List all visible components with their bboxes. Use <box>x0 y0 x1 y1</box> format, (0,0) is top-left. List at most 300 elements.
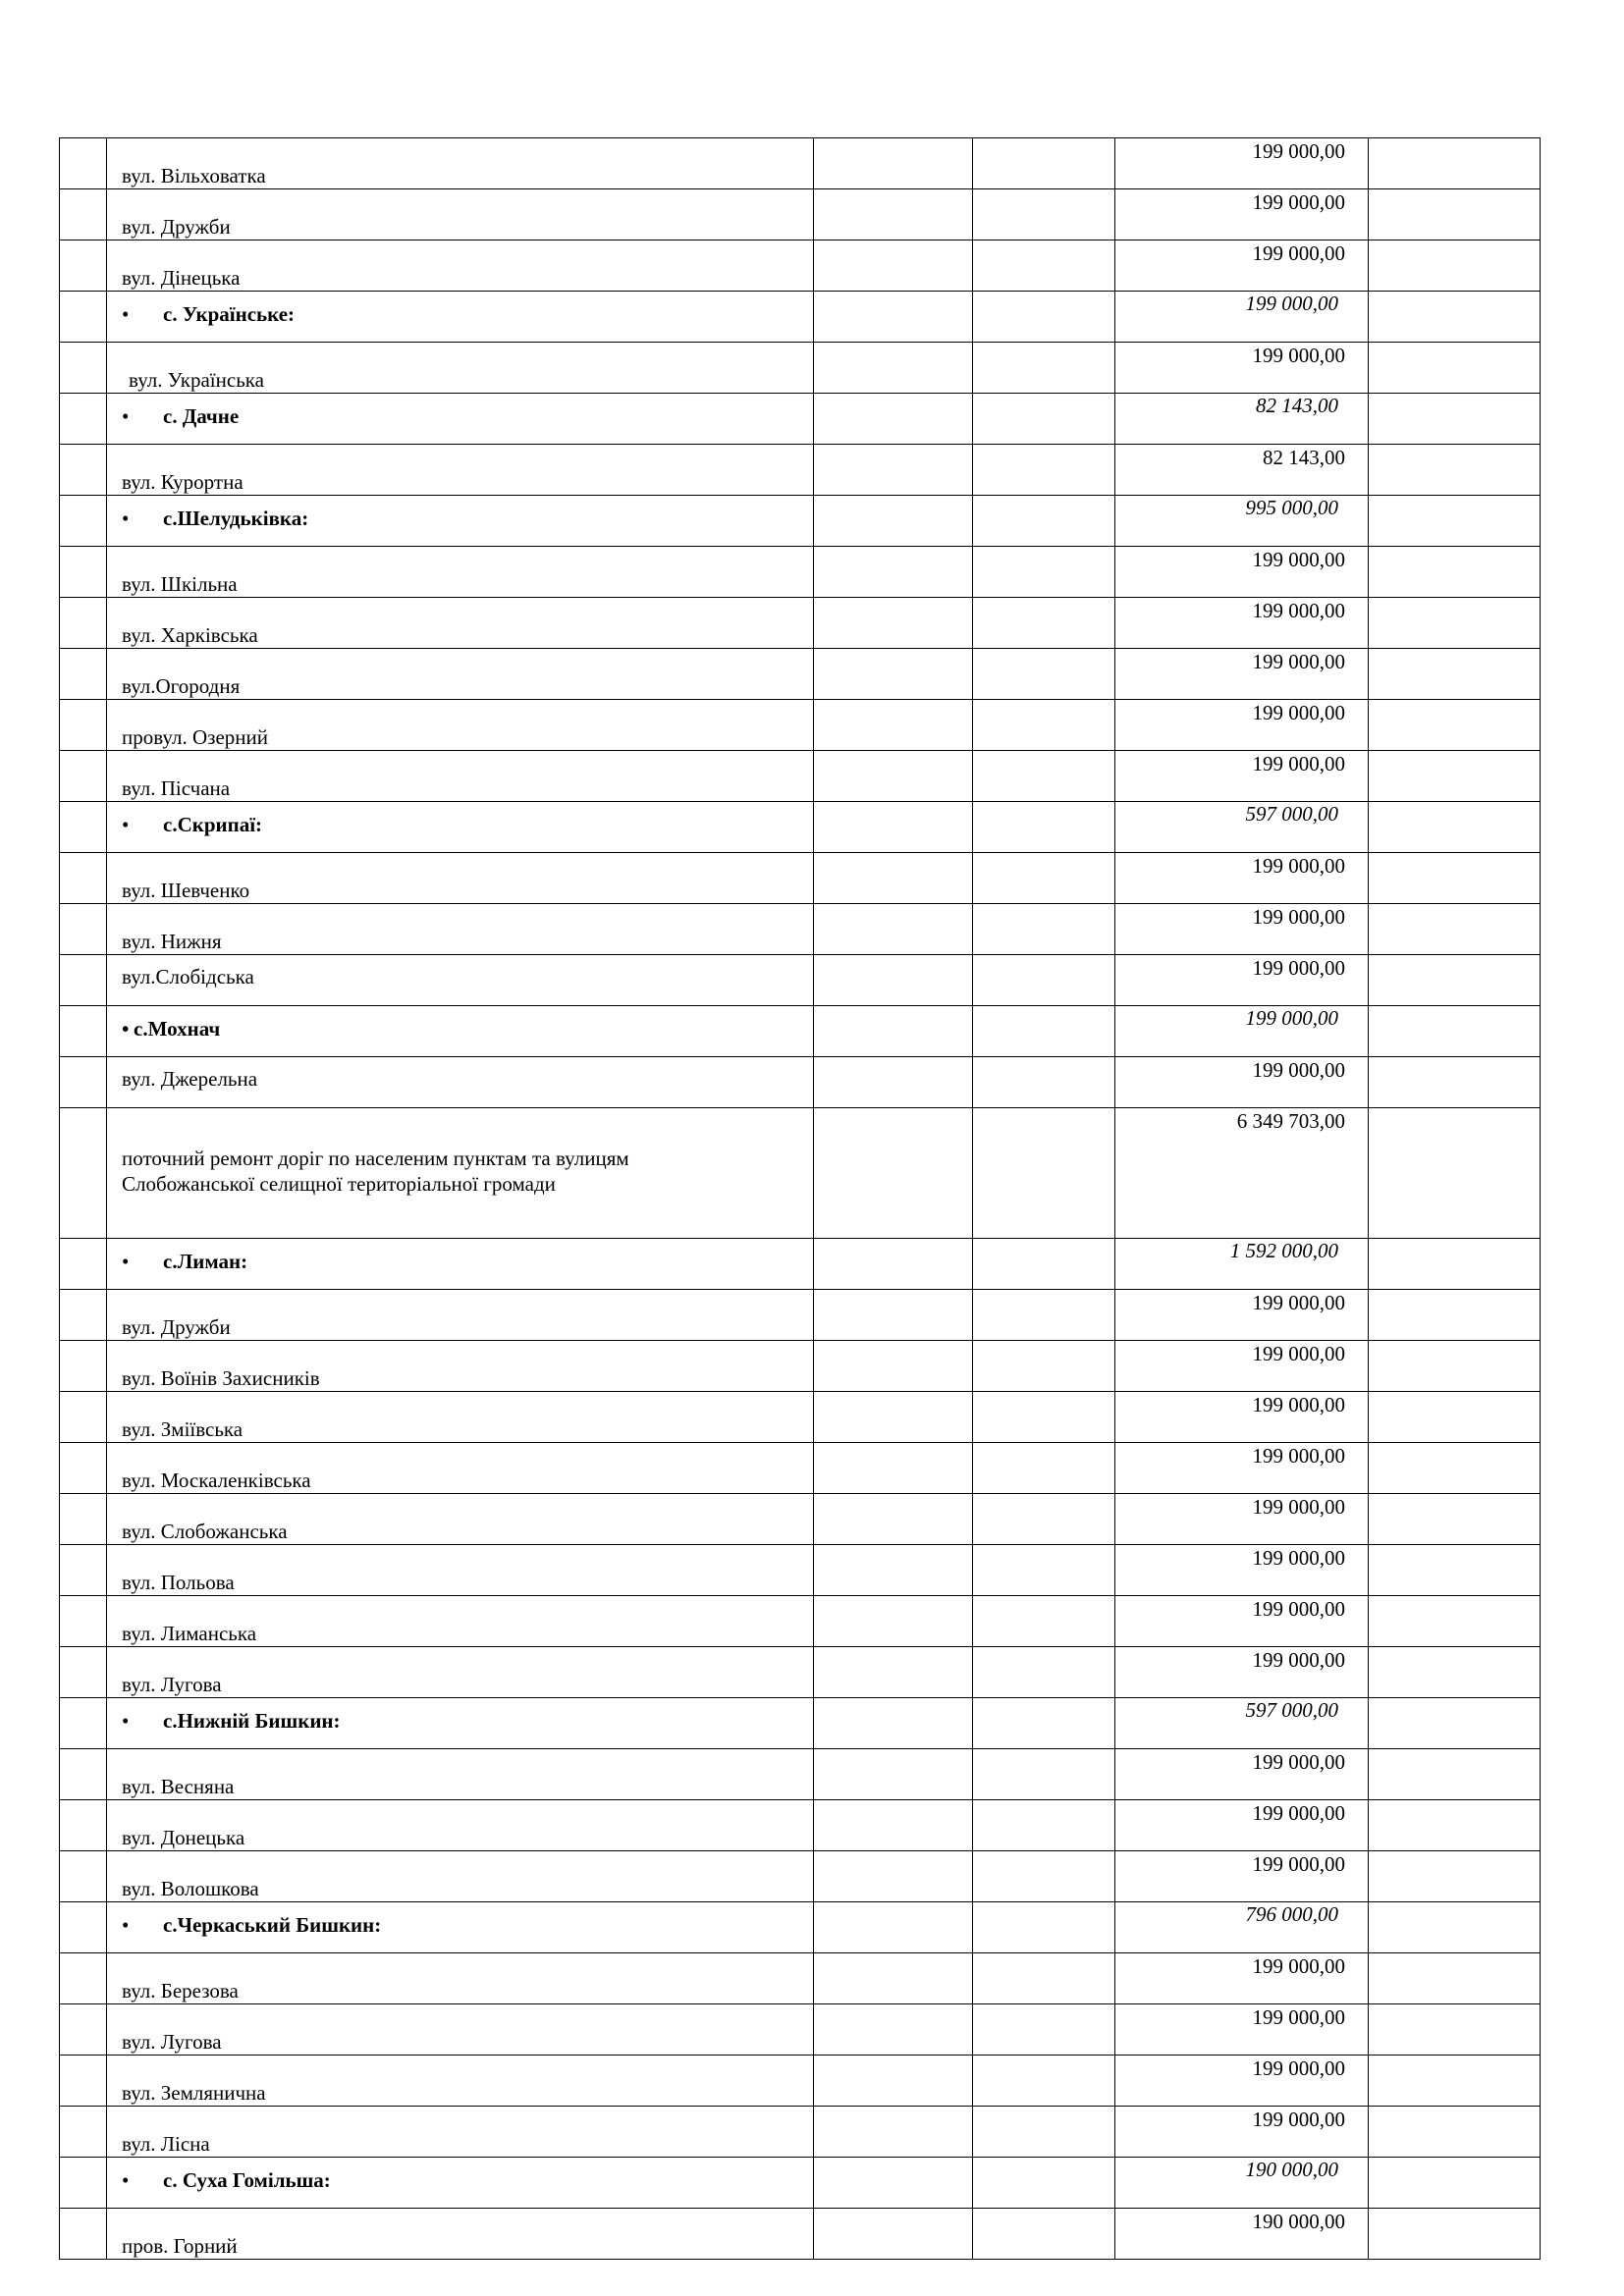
name-cell <box>107 1494 814 1545</box>
empty-cell <box>1369 1494 1541 1545</box>
number-cell <box>60 649 107 700</box>
empty-cell <box>814 189 973 240</box>
amount-value: 199 000,00 <box>1252 650 1345 673</box>
empty-cell <box>973 343 1115 394</box>
empty-cell <box>973 751 1115 802</box>
street-row <box>60 700 1541 751</box>
empty-cell <box>1369 445 1541 496</box>
empty-cell <box>1369 1057 1541 1108</box>
empty-cell <box>1369 2004 1541 2056</box>
number-cell <box>60 1006 107 1057</box>
amount-value: 199 000,00 <box>1252 1444 1345 1468</box>
name-cell <box>107 1341 814 1392</box>
street-name: вул. Польова <box>122 1571 235 1594</box>
amount-cell <box>1115 1057 1369 1108</box>
amount-cell <box>1115 496 1369 547</box>
village-name: с. Дачне <box>163 404 240 428</box>
village-total: 82 143,00 <box>1256 394 1338 417</box>
street-row <box>60 1851 1541 1902</box>
empty-cell <box>814 1545 973 1596</box>
number-cell <box>60 240 107 292</box>
empty-cell <box>1369 240 1541 292</box>
street-row <box>60 2209 1541 2260</box>
number-cell <box>60 2107 107 2158</box>
amount-value: 199 000,00 <box>1252 344 1345 367</box>
empty-cell <box>973 445 1115 496</box>
empty-cell <box>814 2209 973 2260</box>
street-name: вул. Лиманська <box>122 1622 257 1645</box>
empty-cell <box>814 1392 973 1443</box>
number-cell <box>60 1800 107 1851</box>
empty-cell <box>973 1006 1115 1057</box>
street-name: вул. Харківська <box>122 623 258 647</box>
name-cell <box>107 1290 814 1341</box>
empty-cell <box>973 292 1115 343</box>
street-name: вул.Слобідська <box>122 965 254 988</box>
empty-cell <box>1369 955 1541 1006</box>
amount-cell <box>1115 802 1369 853</box>
name-cell <box>107 189 814 240</box>
empty-cell <box>814 700 973 751</box>
number-cell <box>60 751 107 802</box>
empty-cell <box>973 1647 1115 1698</box>
empty-cell <box>814 547 973 598</box>
street-name: вул. Українська <box>129 368 264 392</box>
amount-cell <box>1115 1647 1369 1698</box>
number-cell <box>60 1392 107 1443</box>
empty-cell <box>973 2158 1115 2209</box>
empty-cell <box>1369 700 1541 751</box>
number-cell <box>60 189 107 240</box>
village-total: 190 000,00 <box>1245 2158 1338 2181</box>
street-name: пров. Горний <box>122 2234 238 2258</box>
empty-cell <box>814 1290 973 1341</box>
empty-cell <box>1369 1545 1541 1596</box>
amount-cell <box>1115 1953 1369 2004</box>
empty-cell <box>973 2209 1115 2260</box>
name-cell <box>107 802 814 853</box>
empty-cell <box>814 1902 973 1953</box>
empty-cell <box>1369 394 1541 445</box>
street-name: вул. Нижня <box>122 930 222 953</box>
number-cell <box>60 904 107 955</box>
village-name: с.Нижній Бишкин: <box>163 1709 341 1733</box>
amount-value: 199 000,00 <box>1252 1648 1345 1672</box>
amount-cell <box>1115 1545 1369 1596</box>
amount-cell <box>1115 2158 1369 2209</box>
empty-cell <box>1369 1443 1541 1494</box>
village-heading <box>122 404 239 429</box>
street-name: вул. Лугова <box>122 1673 222 1696</box>
amount-value: 82 143,00 <box>1263 446 1345 469</box>
empty-cell <box>1369 853 1541 904</box>
amount-cell <box>1115 240 1369 292</box>
street-name: вул.Огородня <box>122 674 241 698</box>
name-cell <box>107 343 814 394</box>
empty-cell <box>1369 1006 1541 1057</box>
village-total: 199 000,00 <box>1245 1006 1338 1030</box>
name-cell <box>107 1953 814 2004</box>
street-row <box>60 853 1541 904</box>
street-row <box>60 1443 1541 1494</box>
street-row <box>60 2056 1541 2107</box>
name-cell <box>107 240 814 292</box>
empty-cell <box>973 955 1115 1006</box>
street-name: вул. Земляничнa <box>122 2081 266 2105</box>
name-cell <box>107 700 814 751</box>
amount-cell <box>1115 751 1369 802</box>
amount-value: 199 000,00 <box>1252 1852 1345 1876</box>
empty-cell <box>814 955 973 1006</box>
empty-cell <box>973 1953 1115 2004</box>
number-cell <box>60 1108 107 1239</box>
bullet-icon: • <box>122 1250 130 1273</box>
amount-value: 199 000,00 <box>1252 752 1345 775</box>
amount-cell <box>1115 343 1369 394</box>
street-name: провул. Озерний <box>122 725 268 749</box>
number-cell <box>60 2056 107 2107</box>
empty-cell <box>973 1800 1115 1851</box>
street-row <box>60 1647 1541 1698</box>
empty-cell <box>1369 1239 1541 1290</box>
empty-cell <box>973 1341 1115 1392</box>
street-row <box>60 751 1541 802</box>
number-cell <box>60 394 107 445</box>
bullet-icon: • <box>122 2168 130 2192</box>
street-row <box>60 1596 1541 1647</box>
street-name: вул. Донецька <box>122 1826 245 1849</box>
street-name: вул. Слобожанська <box>122 1520 288 1543</box>
bullet-icon: • <box>122 507 130 530</box>
street-name: вул. Лісна <box>122 2132 210 2156</box>
amount-value: 199 000,00 <box>1252 1291 1345 1314</box>
street-name: вул. Москаленківська <box>122 1468 311 1492</box>
empty-cell <box>973 547 1115 598</box>
empty-cell <box>1369 1749 1541 1800</box>
street-name: вул. Пісчана <box>122 776 231 800</box>
empty-cell <box>973 649 1115 700</box>
empty-cell <box>973 1596 1115 1647</box>
empty-cell <box>814 292 973 343</box>
amount-value: 199 000,00 <box>1252 2108 1345 2131</box>
name-cell <box>107 1239 814 1290</box>
name-cell <box>107 649 814 700</box>
empty-cell <box>814 138 973 189</box>
amount-cell <box>1115 1596 1369 1647</box>
street-name: вул. Зміївська <box>122 1417 244 1441</box>
empty-cell <box>973 1392 1115 1443</box>
street-name: вул. Шкільна <box>122 572 238 596</box>
name-cell <box>107 2056 814 2107</box>
village-heading <box>122 1017 220 1041</box>
empty-cell <box>814 2158 973 2209</box>
number-cell <box>60 1851 107 1902</box>
village-heading <box>122 2168 331 2193</box>
section-description <box>122 1146 629 1197</box>
empty-cell <box>1369 904 1541 955</box>
empty-cell <box>973 904 1115 955</box>
amount-value: 199 000,00 <box>1252 139 1345 163</box>
amount-cell <box>1115 394 1369 445</box>
amount-value: 199 000,00 <box>1252 905 1345 929</box>
village-total: 995 000,00 <box>1245 496 1338 519</box>
street-name: вул. Шевченко <box>122 879 250 902</box>
number-cell <box>60 853 107 904</box>
amount-value: 199 000,00 <box>1252 1495 1345 1519</box>
amount-cell <box>1115 1290 1369 1341</box>
village-row <box>60 1239 1541 1290</box>
name-cell <box>107 1006 814 1057</box>
village-row <box>60 496 1541 547</box>
amount-cell <box>1115 1851 1369 1902</box>
empty-cell <box>1369 2158 1541 2209</box>
street-row <box>60 955 1541 1006</box>
name-cell <box>107 394 814 445</box>
empty-cell <box>973 1851 1115 1902</box>
amount-value: 199 000,00 <box>1252 956 1345 980</box>
street-row <box>60 138 1541 189</box>
description-line: Слобожанської селищної територіальної громади <box>122 1172 556 1196</box>
empty-cell <box>1369 138 1541 189</box>
empty-cell <box>1369 598 1541 649</box>
number-cell <box>60 1290 107 1341</box>
empty-cell <box>814 853 973 904</box>
village-row <box>60 292 1541 343</box>
number-cell <box>60 700 107 751</box>
amount-value: 199 000,00 <box>1252 854 1345 878</box>
amount-value: 199 000,00 <box>1252 1954 1345 1978</box>
name-cell <box>107 2158 814 2209</box>
empty-cell <box>973 1057 1115 1108</box>
bullet-icon: • <box>122 1709 130 1733</box>
empty-cell <box>1369 292 1541 343</box>
empty-cell <box>814 1698 973 1749</box>
empty-cell <box>1369 1800 1541 1851</box>
number-cell <box>60 1443 107 1494</box>
amount-value: 199 000,00 <box>1252 548 1345 571</box>
street-row <box>60 1341 1541 1392</box>
empty-cell <box>814 598 973 649</box>
empty-cell <box>814 445 973 496</box>
street-row <box>60 2004 1541 2056</box>
empty-cell <box>1369 189 1541 240</box>
number-cell <box>60 1953 107 2004</box>
number-cell <box>60 138 107 189</box>
street-row <box>60 547 1541 598</box>
name-cell <box>107 853 814 904</box>
empty-cell <box>1369 1108 1541 1239</box>
empty-cell <box>973 1902 1115 1953</box>
amount-cell <box>1115 700 1369 751</box>
amount-cell <box>1115 138 1369 189</box>
empty-cell <box>1369 1647 1541 1698</box>
village-row <box>60 1698 1541 1749</box>
empty-cell <box>973 853 1115 904</box>
street-name: вул. Вільховатка <box>122 164 266 187</box>
empty-cell <box>814 1647 973 1698</box>
budget-table <box>59 137 1541 2260</box>
amount-value: 199 000,00 <box>1252 190 1345 214</box>
empty-cell <box>973 1443 1115 1494</box>
section-row <box>60 1108 1541 1239</box>
name-cell <box>107 1902 814 1953</box>
number-cell <box>60 1545 107 1596</box>
amount-value: 199 000,00 <box>1252 599 1345 622</box>
empty-cell <box>814 1057 973 1108</box>
amount-value: 199 000,00 <box>1252 241 1345 265</box>
empty-cell <box>1369 2056 1541 2107</box>
bullet-icon: • <box>122 813 130 836</box>
empty-cell <box>814 2107 973 2158</box>
amount-value: 199 000,00 <box>1252 1597 1345 1621</box>
street-name: вул. Волошкова <box>122 1877 259 1900</box>
name-cell <box>107 1851 814 1902</box>
empty-cell <box>973 1290 1115 1341</box>
empty-cell <box>1369 649 1541 700</box>
empty-cell <box>1369 1902 1541 1953</box>
empty-cell <box>814 1596 973 1647</box>
number-cell <box>60 1749 107 1800</box>
amount-cell <box>1115 1749 1369 1800</box>
empty-cell <box>814 496 973 547</box>
street-row <box>60 1749 1541 1800</box>
number-cell <box>60 1057 107 1108</box>
description-line: поточний ремонт доріг по населеним пунктам та вулицям <box>122 1147 629 1170</box>
bullet-icon: • <box>122 302 130 326</box>
amount-value: 199 000,00 <box>1252 1393 1345 1416</box>
village-name: с.Мохнач <box>134 1017 221 1041</box>
village-row <box>60 1902 1541 1953</box>
amount-cell <box>1115 445 1369 496</box>
empty-cell <box>814 2004 973 2056</box>
empty-cell <box>814 751 973 802</box>
empty-cell <box>1369 1290 1541 1341</box>
street-name: вул. Курортна <box>122 470 244 494</box>
empty-cell <box>1369 2209 1541 2260</box>
amount-value: 199 000,00 <box>1252 1801 1345 1825</box>
number-cell <box>60 1902 107 1953</box>
empty-cell <box>814 1341 973 1392</box>
amount-cell <box>1115 1494 1369 1545</box>
empty-cell <box>973 138 1115 189</box>
name-cell <box>107 1698 814 1749</box>
amount-cell <box>1115 649 1369 700</box>
empty-cell <box>973 1494 1115 1545</box>
street-row <box>60 1494 1541 1545</box>
village-total: 597 000,00 <box>1245 802 1338 826</box>
empty-cell <box>973 1545 1115 1596</box>
village-name: с.Черкаський Бишкин: <box>163 1913 382 1937</box>
amount-cell <box>1115 1902 1369 1953</box>
street-row <box>60 2107 1541 2158</box>
number-cell <box>60 292 107 343</box>
number-cell <box>60 1698 107 1749</box>
street-row <box>60 1953 1541 2004</box>
number-cell <box>60 445 107 496</box>
amount-cell <box>1115 1698 1369 1749</box>
street-row <box>60 1545 1541 1596</box>
name-cell <box>107 1545 814 1596</box>
empty-cell <box>973 1108 1115 1239</box>
empty-cell <box>1369 802 1541 853</box>
name-cell <box>107 138 814 189</box>
amount-cell <box>1115 2107 1369 2158</box>
number-cell <box>60 2004 107 2056</box>
amount-value: 190 000,00 <box>1252 2210 1345 2233</box>
amount-cell <box>1115 2004 1369 2056</box>
empty-cell <box>1369 1851 1541 1902</box>
amount-cell <box>1115 189 1369 240</box>
street-name: вул. Джерельна <box>122 1067 258 1091</box>
number-cell <box>60 1341 107 1392</box>
empty-cell <box>973 598 1115 649</box>
empty-cell <box>1369 1698 1541 1749</box>
amount-cell <box>1115 955 1369 1006</box>
empty-cell <box>973 240 1115 292</box>
empty-cell <box>973 2056 1115 2107</box>
village-heading <box>122 302 295 327</box>
empty-cell <box>1369 1341 1541 1392</box>
amount-cell <box>1115 1443 1369 1494</box>
empty-cell <box>814 1239 973 1290</box>
empty-cell <box>973 394 1115 445</box>
name-cell <box>107 2107 814 2158</box>
empty-cell <box>814 1494 973 1545</box>
bullet-icon: • <box>122 1913 130 1937</box>
street-row <box>60 189 1541 240</box>
empty-cell <box>814 1800 973 1851</box>
name-cell <box>107 598 814 649</box>
village-total: 796 000,00 <box>1245 1902 1338 1926</box>
street-row <box>60 1392 1541 1443</box>
amount-cell <box>1115 853 1369 904</box>
name-cell <box>107 1392 814 1443</box>
empty-cell <box>814 240 973 292</box>
name-cell <box>107 547 814 598</box>
empty-cell <box>1369 1596 1541 1647</box>
amount-value: 199 000,00 <box>1252 2056 1345 2080</box>
street-name: вул. Дружби <box>122 215 231 239</box>
amount-value: 199 000,00 <box>1252 1750 1345 1774</box>
number-cell <box>60 1494 107 1545</box>
amount-cell <box>1115 598 1369 649</box>
empty-cell <box>973 496 1115 547</box>
street-name: вул. Дінецька <box>122 266 241 290</box>
street-row <box>60 1290 1541 1341</box>
bullet-icon: • <box>122 1017 130 1041</box>
amount-cell <box>1115 1239 1369 1290</box>
street-row <box>60 240 1541 292</box>
amount-cell <box>1115 292 1369 343</box>
empty-cell <box>814 1851 973 1902</box>
name-cell <box>107 2209 814 2260</box>
empty-cell <box>814 343 973 394</box>
name-cell <box>107 1800 814 1851</box>
village-row <box>60 394 1541 445</box>
number-cell <box>60 802 107 853</box>
village-name: с. Суха Гомільша: <box>163 2168 331 2192</box>
amount-cell <box>1115 1006 1369 1057</box>
village-total: 199 000,00 <box>1245 292 1338 315</box>
empty-cell <box>973 802 1115 853</box>
name-cell <box>107 1647 814 1698</box>
number-cell <box>60 547 107 598</box>
number-cell <box>60 1596 107 1647</box>
bullet-icon: • <box>122 404 130 428</box>
amount-cell <box>1115 1392 1369 1443</box>
village-heading <box>122 507 308 531</box>
empty-cell <box>814 1006 973 1057</box>
